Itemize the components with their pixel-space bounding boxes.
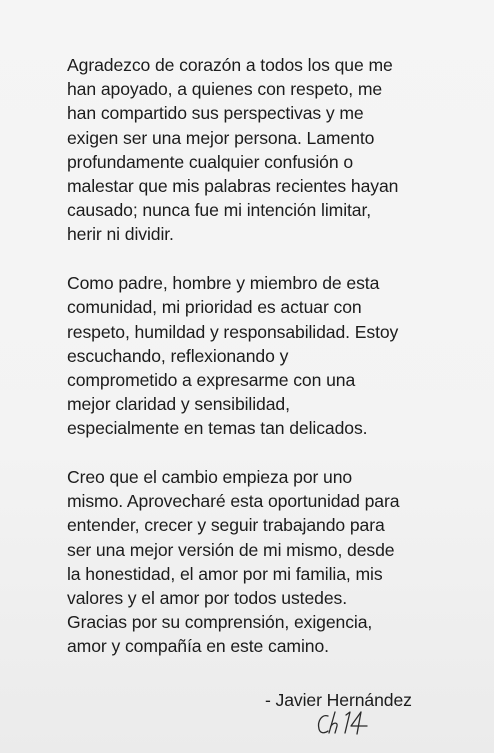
text-line: Como padre, hombre y miembro de esta bbox=[67, 273, 380, 294]
paragraph-priorities bbox=[67, 271, 437, 440]
text-line: especialmente en temas tan delicados. bbox=[67, 418, 368, 439]
text-line: la honestidad, el amor por mi familia, mis bbox=[67, 563, 383, 584]
paragraph-commitment bbox=[67, 465, 437, 659]
text-line: herir ni dividir. bbox=[67, 224, 174, 245]
text-line: comprometido a expresarme con una bbox=[67, 369, 356, 390]
text-line: entender, crecer y seguir trabajando para bbox=[67, 515, 385, 536]
text-line: exigen ser una mejor persona. Lamento bbox=[67, 127, 375, 148]
text-line: malestar que mis palabras recientes hayan bbox=[67, 176, 399, 197]
text-line: valores y el amor por todos ustedes. bbox=[67, 588, 347, 609]
signature-block bbox=[265, 689, 435, 711]
text-line: han apoyado, a quienes con respeto, me bbox=[67, 79, 383, 100]
handwritten-signature bbox=[315, 709, 375, 737]
text-line: escuchando, reflexionando y bbox=[67, 345, 289, 366]
text-line: Creo que el cambio empieza por uno bbox=[67, 467, 353, 488]
text-line: profundamente cualquier confusión o bbox=[67, 151, 354, 172]
text-line: causado; nunca fue mi intención limitar, bbox=[67, 200, 372, 221]
text-line: mismo. Aprovecharé esta oportunidad para bbox=[67, 491, 400, 512]
text-line: amor y compañía en este camino. bbox=[67, 636, 329, 657]
text-line: Agradezco de corazón a todos los que me bbox=[67, 55, 393, 75]
text-line: ser una mejor versión de mi mismo, desde bbox=[67, 539, 395, 560]
text-line: mejor claridad y sensibilidad, bbox=[67, 394, 290, 415]
text-line: respeto, humildad y responsabilidad. Estoy bbox=[67, 321, 399, 342]
text-line: han compartido sus perspectivas y me bbox=[67, 103, 364, 124]
text-line: Gracias por su comprensión, exigencia, bbox=[67, 612, 373, 633]
paragraph-gratitude bbox=[67, 53, 437, 247]
statement-letter bbox=[67, 53, 437, 659]
text-line: comunidad, mi prioridad es actuar con bbox=[67, 297, 362, 318]
signature-name: - Javier Hernández bbox=[265, 690, 412, 710]
